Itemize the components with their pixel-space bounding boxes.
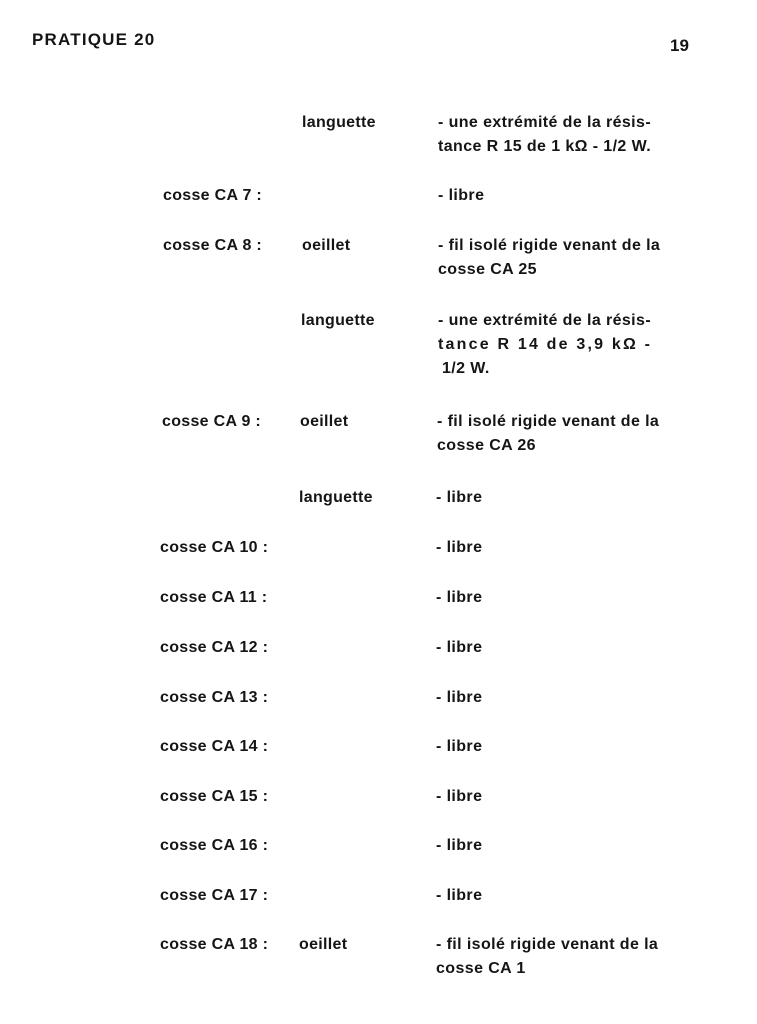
description-line: tance R 15 de 1 kΩ - 1/2 W. [438, 138, 652, 155]
page-number: 19 [670, 36, 689, 55]
terminal-label: cosse CA 16 : [160, 837, 269, 854]
description-line: - libre [436, 788, 483, 805]
terminal-label: cosse CA 18 : [160, 936, 269, 953]
terminal-label: cosse CA 12 : [160, 639, 269, 656]
description-line: - fil isolé rigide venant de la [437, 413, 660, 430]
description-line: - libre [436, 639, 483, 656]
terminal-label: cosse CA 13 : [160, 689, 269, 706]
description-line: - libre [436, 837, 483, 854]
terminal-label: cosse CA 15 : [160, 788, 269, 805]
description-line: - fil isolé rigide venant de la [438, 237, 661, 254]
description-line: - libre [436, 539, 483, 556]
connection-point: languette [301, 312, 375, 329]
description-line: cosse CA 26 [437, 437, 536, 454]
connection-point: oeillet [299, 936, 348, 953]
terminal-label: cosse CA 7 : [163, 187, 263, 204]
section-title: PRATIQUE 20 [32, 30, 156, 49]
description-line: - libre [436, 489, 483, 506]
terminal-label: cosse CA 8 : [163, 237, 263, 254]
connection-point: languette [299, 489, 373, 506]
description-line: - fil isolé rigide venant de la [436, 936, 659, 953]
connection-point: languette [302, 114, 376, 131]
description-line: - libre [436, 689, 483, 706]
terminal-label: cosse CA 11 : [160, 589, 268, 606]
terminal-label: cosse CA 17 : [160, 887, 269, 904]
description-line: tance R 14 de 3,9 kΩ - [438, 336, 653, 353]
description-line: cosse CA 25 [438, 261, 537, 278]
description-line: - libre [436, 887, 483, 904]
description-line: cosse CA 1 [436, 960, 526, 977]
description-line: - libre [436, 738, 483, 755]
connection-point: oeillet [302, 237, 351, 254]
terminal-label: cosse CA 10 : [160, 539, 269, 556]
description-line: - une extrémité de la résis- [438, 114, 652, 131]
connection-point: oeillet [300, 413, 349, 430]
terminal-label: cosse CA 9 : [162, 413, 262, 430]
description-line: 1/2 W. [442, 360, 490, 377]
description-line: - libre [438, 187, 485, 204]
description-line: - une extrémité de la résis- [438, 312, 652, 329]
terminal-label: cosse CA 14 : [160, 738, 269, 755]
description-line: - libre [436, 589, 483, 606]
